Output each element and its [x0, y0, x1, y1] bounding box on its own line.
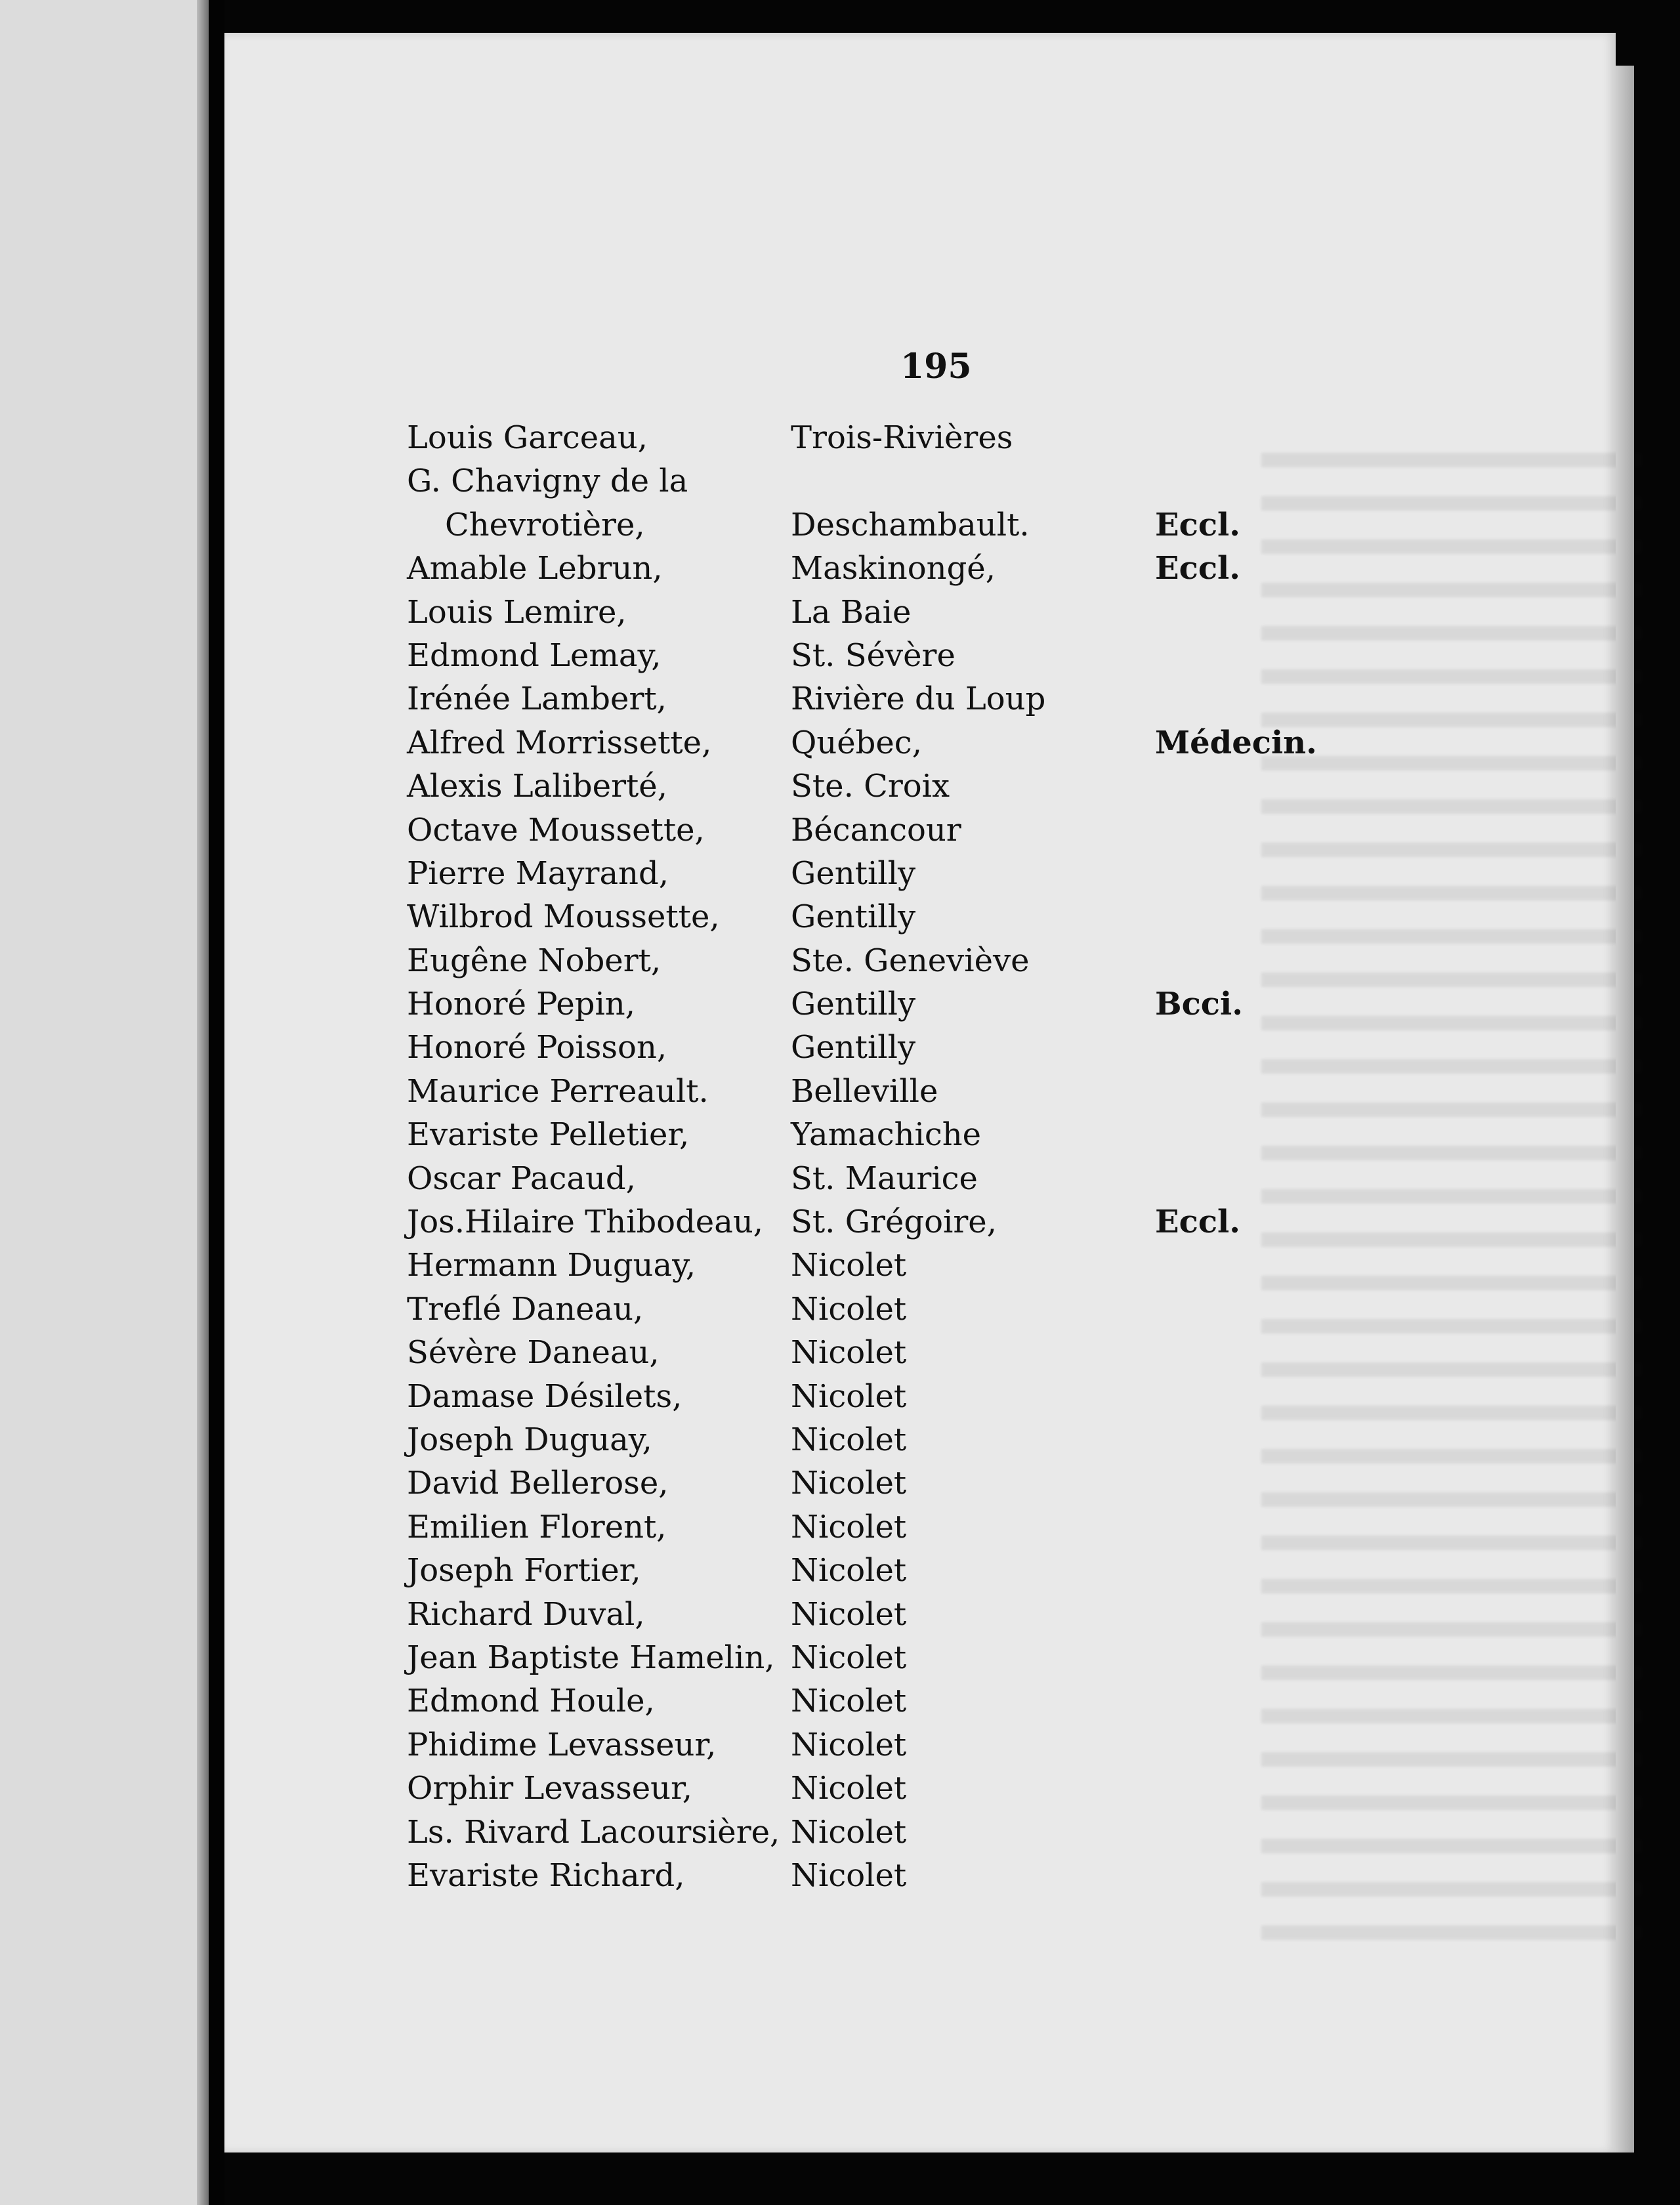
entry-name: Treflé Daneau, [407, 1290, 644, 1328]
entry-name: Joseph Duguay, [407, 1421, 652, 1458]
list-item [407, 591, 1378, 634]
entry-name: Louis Lemire, [407, 593, 627, 631]
entry-place: Gentilly [791, 898, 916, 936]
list-item [407, 895, 1378, 938]
entry-name: Phidime Levasseur, [407, 1726, 717, 1763]
entry-name: Wilbrod Moussette, [407, 898, 720, 936]
entry-name: Eugêne Nobert, [407, 942, 662, 979]
list-item [407, 982, 1378, 1026]
entry-place: Nicolet [791, 1726, 907, 1763]
list-item [407, 1331, 1378, 1374]
entry-note: Eccl. [1155, 1204, 1240, 1241]
entry-place: Deschambault. [791, 506, 1030, 543]
entry-name: Chevrotière, [445, 506, 645, 543]
entry-place: Ste. Geneviève [791, 942, 1030, 979]
list-item [407, 1593, 1378, 1636]
entry-name: Pierre Mayrand, [407, 854, 669, 892]
entry-place: Trois-Rivières [791, 419, 1013, 456]
entry-name: Louis Garceau, [407, 419, 648, 456]
list-item [407, 1723, 1378, 1767]
entry-place: Nicolet [791, 1813, 907, 1851]
entry-name: Honoré Poisson, [407, 1029, 667, 1066]
list-item [407, 1767, 1378, 1810]
entry-name: Octave Moussette, [407, 811, 705, 849]
list-item [407, 1288, 1378, 1331]
entry-place: Maskinongé, [791, 550, 996, 587]
left-page-shadow [197, 0, 209, 2205]
list-item [407, 677, 1378, 721]
entry-name: Jos.Hilaire Thibodeau, [407, 1204, 763, 1241]
list-item [407, 1157, 1378, 1200]
entry-place: Nicolet [791, 1247, 907, 1284]
entry-name: Oscar Pacaud, [407, 1160, 636, 1197]
entry-place: Yamachiche [791, 1116, 982, 1154]
list-item [407, 1418, 1378, 1461]
entry-name: Maurice Perreault. [407, 1072, 709, 1110]
entry-place: Nicolet [791, 1508, 907, 1545]
entry-place: Nicolet [791, 1857, 907, 1894]
entry-name: Ls. Rivard Lacoursière, [407, 1813, 780, 1851]
entry-name: Alfred Morrissette, [407, 724, 712, 761]
entry-note: Médecin. [1155, 724, 1317, 761]
list-item [407, 1244, 1378, 1287]
entry-place: Nicolet [791, 1334, 907, 1372]
entry-place: Gentilly [791, 986, 916, 1023]
list-item [407, 1375, 1378, 1418]
entry-name: Evariste Pelletier, [407, 1116, 690, 1154]
entry-name: Joseph Fortier, [407, 1552, 641, 1589]
entry-name: G. Chavigny de la [407, 463, 688, 500]
list-item [407, 416, 1378, 459]
entry-name: Hermann Duguay, [407, 1247, 696, 1284]
list-item [407, 1505, 1378, 1549]
entry-place: Nicolet [791, 1683, 907, 1720]
entry-place: Ste. Croix [791, 768, 950, 805]
entry-name: Emilien Florent, [407, 1508, 667, 1545]
entry-name: Honoré Pepin, [407, 986, 635, 1023]
entry-place: St. Maurice [791, 1160, 978, 1197]
entry-list [407, 416, 1378, 1897]
entry-name: Sévère Daneau, [407, 1334, 660, 1372]
page-number: 195 [900, 346, 972, 387]
entry-note: Eccl. [1155, 550, 1240, 587]
book-gutter [209, 0, 224, 2205]
entry-place: Rivière du Loup [791, 681, 1046, 718]
entry-name: David Bellerose, [407, 1465, 669, 1502]
list-item [407, 939, 1378, 982]
entry-place: St. Grégoire, [791, 1204, 997, 1241]
entry-place: Nicolet [791, 1552, 907, 1589]
entry-place: Gentilly [791, 854, 916, 892]
entry-place: Gentilly [791, 1029, 916, 1066]
list-item [407, 547, 1378, 590]
entry-place: Nicolet [791, 1639, 907, 1676]
entry-place: Nicolet [791, 1770, 907, 1807]
entry-name: Orphir Levasseur, [407, 1770, 693, 1807]
list-item [407, 1549, 1378, 1592]
entry-note: Bcci. [1155, 986, 1243, 1023]
entry-name: Jean Baptiste Hamelin, [407, 1639, 775, 1676]
entry-place: Québec, [791, 724, 922, 761]
page-right-edge [1616, 66, 1634, 2152]
entry-name: Richard Duval, [407, 1595, 645, 1633]
list-item [407, 1113, 1378, 1156]
list-item [407, 808, 1378, 852]
entry-place: La Baie [791, 593, 912, 631]
list-item [407, 1636, 1378, 1679]
list-item [407, 765, 1378, 808]
list-item [407, 1461, 1378, 1505]
list-item [407, 503, 1378, 547]
entry-name: Amable Lebrun, [407, 550, 663, 587]
entry-place: St. Sévère [791, 637, 956, 674]
list-item [407, 852, 1378, 895]
list-item [407, 634, 1378, 677]
list-item [407, 459, 1378, 503]
entry-name: Evariste Richard, [407, 1857, 685, 1894]
entry-name: Edmond Houle, [407, 1683, 655, 1720]
list-item [407, 1854, 1378, 1897]
entry-place: Belleville [791, 1072, 938, 1110]
entry-name: Alexis Laliberté, [407, 768, 667, 805]
list-item [407, 1070, 1378, 1113]
entry-place: Nicolet [791, 1421, 907, 1458]
entry-note: Eccl. [1155, 506, 1240, 543]
list-item [407, 721, 1378, 765]
entry-place: Nicolet [791, 1465, 907, 1502]
entry-place: Nicolet [791, 1595, 907, 1633]
list-item [407, 1200, 1378, 1244]
left-page-edge [0, 0, 209, 2205]
entry-name: Edmond Lemay, [407, 637, 662, 674]
entry-place: Nicolet [791, 1290, 907, 1328]
list-item [407, 1679, 1378, 1723]
entry-name: Irénée Lambert, [407, 681, 667, 718]
list-item [407, 1026, 1378, 1069]
entry-name: Damase Désilets, [407, 1377, 682, 1415]
list-item [407, 1811, 1378, 1854]
entry-place: Nicolet [791, 1377, 907, 1415]
entry-place: Bécancour [791, 811, 961, 849]
